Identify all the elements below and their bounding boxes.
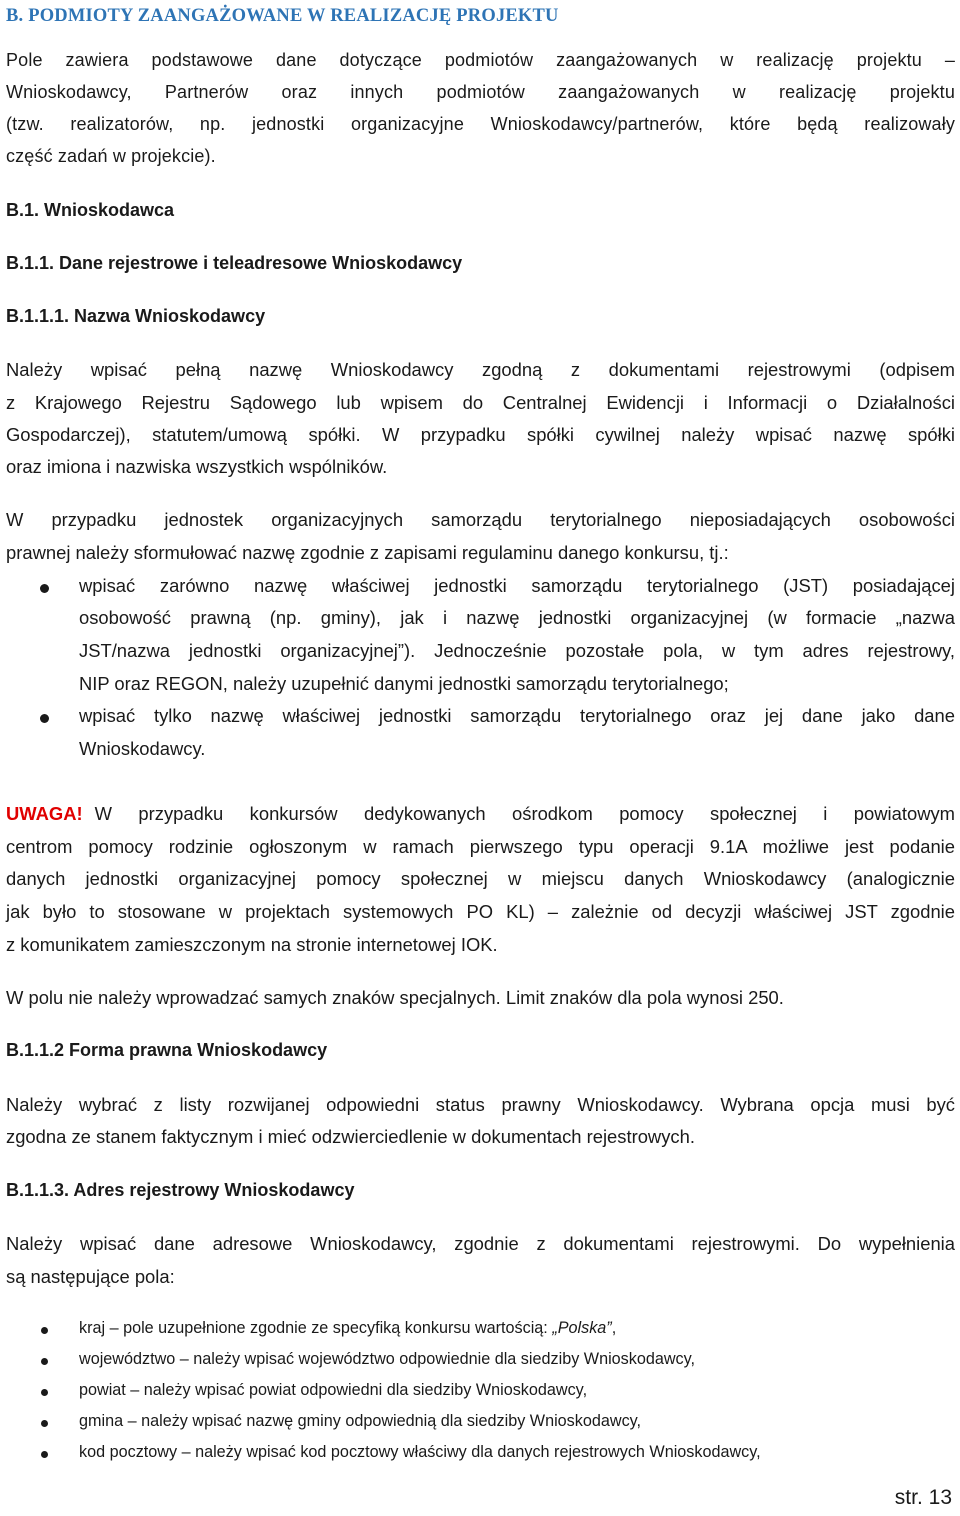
paragraph-line: z Krajowego Rejestru Sądowego lub wpisem do Centralnej Ewidencji i Informacji o Działalności [6,392,955,413]
intro-line: część zadań w projekcie). [6,146,216,166]
paragraph-line: Należy wpisać dane adresowe Wnioskodawcy, zgodnie z dokumentami rejestrowymi. Do wypełnienia [6,1233,955,1254]
bullet-line: Wnioskodawcy. [79,738,206,759]
heading-b112: B.1.1.2 Forma prawna Wnioskodawcy [6,1040,328,1060]
paragraph-line: W przypadku jednostek organizacyjnych samorządu terytorialnego nieposiadających osobowości [6,509,955,530]
list-item-gmina: gmina – należy wpisać nazwę gminy odpowiednią dla siedziby Wnioskodawcy, [79,1412,642,1430]
paragraph-line: prawnej należy sformułować nazwę zgodnie z zapisami regulaminu danego konkursu, tj.: [6,542,729,563]
bullet-line: wpisać tylko nazwę właściwej jednostki samorządu terytorialnego oraz jej dane jako dane [79,705,955,726]
bullet-icon [41,1389,48,1396]
paragraph-line: Należy wybrać z listy rozwijanej odpowiedni status prawny Wnioskodawcy. Wybrana opcja musi być [6,1094,955,1115]
page-number: str. 13 [894,1486,952,1509]
bullet-icon [41,1451,48,1458]
bullet-icon [41,1327,48,1334]
limit-paragraph: W polu nie należy wprowadzać samych znaków specjalnych. Limit znaków dla pola wynosi 250. [6,987,784,1008]
intro-line: Wnioskodawcy, Partnerów oraz innych podmiotów zaangażowanych w realizację projektu [6,82,955,102]
heading-b11: B.1.1. Dane rejestrowe i teleadresowe Wnioskodawcy [6,253,463,273]
intro-line: (tzw. realizatorów, np. jednostki organizacyjne Wnioskodawcy/partnerów, które będą realizowały [6,114,955,134]
bullet-icon [41,1420,48,1427]
paragraph-line: jak było to stosowane w projektach systemowych PO KL) – zależnie od decyzji właściwej JST zgodnie [6,901,955,922]
bullet-icon [41,1358,48,1365]
list-item-wojewodztwo: województwo – należy wpisać województwo odpowiednie dla siedziby Wnioskodawcy, [79,1350,696,1368]
bullet-line: JST/nazwa jednostki organizacyjnej”). Jednocześnie pozostałe pola, w tym adres rejestrowy, [79,640,955,661]
uwaga-label: UWAGA! [6,803,83,824]
bullet-line: wpisać zarówno nazwę właściwej jednostki samorządu terytorialnego (JST) posiadającej [79,575,955,596]
paragraph-line: są następujące pola: [6,1266,175,1287]
intro-line: Pole zawiera podstawowe dane dotyczące podmiotów zaangażowanych w realizację projektu – [6,50,955,70]
section-heading: B. PODMIOTY ZAANGAŻOWANE W REALIZACJĘ PROJEKTU [6,6,559,26]
list-item-powiat: powiat – należy wpisać powiat odpowiedni dla siedziby Wnioskodawcy, [79,1381,588,1399]
bullet-icon [40,714,49,723]
bullet-line: NIP oraz REGON, należy uzupełnić danymi jednostki samorządu terytorialnego; [79,673,729,694]
bullet-line: osobowość prawną (np. gminy), jak i nazwę jednostki organizacyjnej (w formacie „nazwa [79,607,955,628]
paragraph-line: oraz imiona i nazwiska wszystkich wspólników. [6,456,388,477]
heading-b111: B.1.1.1. Nazwa Wnioskodawcy [6,306,266,326]
paragraph-line: Należy wpisać pełną nazwę Wnioskodawcy zgodną z dokumentami rejestrowymi (odpisem [6,359,955,380]
uwaga-first-line [6,803,955,825]
paragraph-line: centrom pomocy rodzinie ogłoszonym w ramach pierwszego typu operacji 9.1A możliwe jest podanie [6,836,955,857]
paragraph-line: z komunikatem zamieszczonym na stronie internetowej IOK. [6,934,498,955]
list-item-kod-pocztowy: kod pocztowy – należy wpisać kod pocztowy właściwy dla danych rejestrowych Wnioskodawcy, [79,1443,761,1461]
list-item-kraj: kraj – pole uzupełnione zgodnie ze specyfiką konkursu wartością: „Polska”, [79,1319,617,1337]
paragraph-line: zgodna ze stanem faktycznym i mieć odzwierciedlenie w dokumentach rejestrowych. [6,1126,695,1147]
uwaga-text: W przypadku konkursów dedykowanych ośrodkom pomocy społecznej i powiatowym [94,803,955,824]
heading-b1: B.1. Wnioskodawca [6,200,175,220]
paragraph-line: danych jednostki organizacyjnej pomocy społecznej w miejscu danych Wnioskodawcy (analogicznie [6,868,955,889]
paragraph-line: Gospodarczej), statutem/umową spółki. W przypadku spółki cywilnej należy wpisać nazwę spółki [6,424,955,445]
bullet-icon [40,584,49,593]
heading-b113: B.1.1.3. Adres rejestrowy Wnioskodawcy [6,1180,355,1200]
